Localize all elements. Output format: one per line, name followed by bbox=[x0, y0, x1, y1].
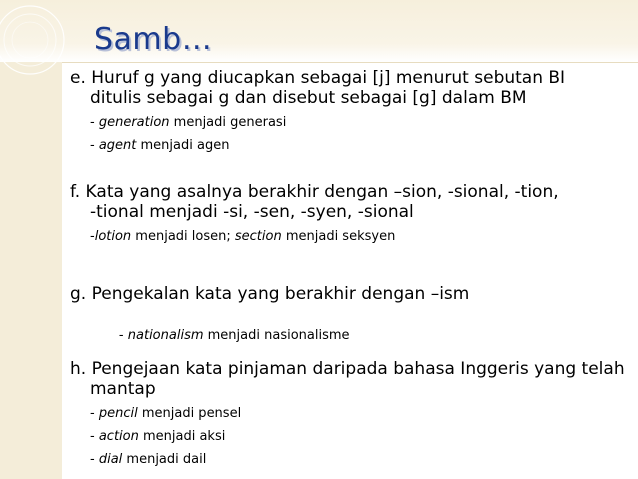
rule-heading bbox=[62, 359, 625, 399]
example-term: agent bbox=[98, 138, 137, 153]
example-rest: menjadi seksyen bbox=[281, 229, 396, 244]
example-prefix: - bbox=[90, 138, 99, 153]
example-prefix: - bbox=[90, 429, 99, 444]
rule-heading-line1: f. Kata yang asalnya berakhir dengan –sion, -sional, -tion, bbox=[70, 182, 559, 202]
rule-heading bbox=[62, 182, 559, 222]
slide-title: Samb… bbox=[94, 22, 213, 57]
header-divider bbox=[62, 62, 638, 63]
example-prefix: - bbox=[90, 452, 99, 467]
example-line bbox=[62, 137, 565, 154]
example-rest: menjadi nasionalisme bbox=[203, 328, 350, 343]
example-line bbox=[62, 451, 625, 468]
rule-item-e bbox=[62, 68, 565, 154]
left-decorative-band bbox=[0, 0, 62, 479]
example-prefix: - bbox=[90, 115, 99, 130]
example-term: generation bbox=[98, 115, 170, 130]
rule-heading bbox=[62, 284, 469, 304]
example-line bbox=[62, 114, 565, 131]
example-prefix: - bbox=[90, 229, 95, 244]
example-rest: menjadi agen bbox=[136, 138, 230, 153]
example-term: section bbox=[234, 229, 282, 244]
rule-item-g bbox=[62, 284, 469, 361]
rule-heading-line1: h. Pengejaan kata pinjaman daripada bahasa Inggeris yang telah bbox=[70, 359, 625, 379]
example-rest: menjadi dail bbox=[122, 452, 207, 467]
example-rest: menjadi aksi bbox=[138, 429, 226, 444]
example-term: pencil bbox=[98, 406, 138, 421]
rule-heading-line1: e. Huruf g yang diucapkan sebagai [j] menurut sebutan BI bbox=[70, 68, 566, 88]
example-term: action bbox=[98, 429, 139, 444]
rule-heading-line2: mantap bbox=[90, 379, 156, 399]
example-line bbox=[62, 405, 625, 422]
example-term: nationalism bbox=[127, 328, 204, 343]
example-line bbox=[62, 228, 559, 245]
example-prefix: - bbox=[90, 406, 99, 421]
example-rest: menjadi losen; bbox=[131, 229, 235, 244]
rule-item-f bbox=[62, 182, 559, 245]
rule-item-h bbox=[62, 359, 625, 468]
example-rest: menjadi generasi bbox=[169, 115, 287, 130]
example-term: dial bbox=[98, 452, 123, 467]
example-line bbox=[62, 310, 469, 361]
example-prefix: - bbox=[114, 328, 128, 343]
example-term: lotion bbox=[94, 229, 132, 244]
rule-heading bbox=[62, 68, 565, 108]
example-rest: menjadi pensel bbox=[137, 406, 242, 421]
rule-heading-line2: -tional menjadi -si, -sen, -syen, -sional bbox=[90, 202, 414, 222]
rule-heading-line2: ditulis sebagai g dan disebut sebagai [g] dalam BM bbox=[90, 88, 527, 108]
example-line bbox=[62, 428, 625, 445]
rule-heading-line1: g. Pengekalan kata yang berakhir dengan –ism bbox=[70, 284, 470, 304]
